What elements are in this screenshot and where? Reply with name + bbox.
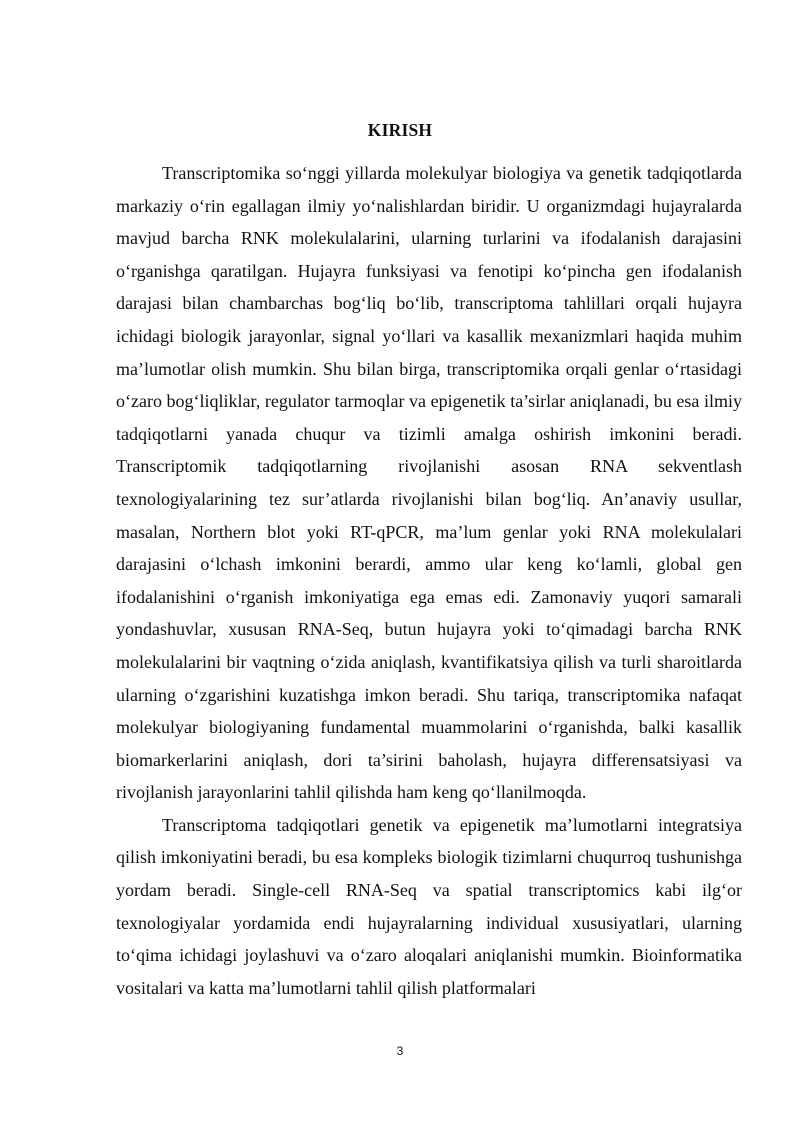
page-number: 3: [396, 1044, 404, 1058]
paragraph-2: Transcriptoma tadqiqotlari genetik va epigenetik ma’lumotlarni integratsiya qilish imkoniyatini beradi, bu esa kompleks biologik tizimlarni chuqurroq tushunishga yordam beradi. Single-cell RNA-Seq va spatial transcriptomics kabi ilg‘or texnologiyalar yordamida endi hujayralarning individual xususiyatlari, ularning to‘qima ichidagi joylashuvi va o‘zaro aloqalari aniqlanishi mumkin. Bioinformatika vositalari va katta ma’lumotlarni tahlil qilish platformalari: [116, 814, 742, 998]
paragraph-1: Transcriptomika so‘nggi yillarda molekulyar biologiya va genetik tadqiqotlarda markaziy o‘rin egallagan ilmiy yo‘nalishlardan biridir. U organizmdagi hujayralarda mavjud barcha RNK molekulalarini, ularning turlarini va ifodalanish darajasini o‘rganishga qaratilgan. Hujayra funksiyasi va fenotipi ko‘pincha gen ifodalanish darajasi bilan chambarchas bog‘liq bo‘lib, transcriptoma tahlillari orqali hujayra ichidagi biologik jarayonlar, signal yo‘llari va kasallik mexanizmlari haqida muhim ma’lumotlar olish mumkin. Shu bilan birga, transcriptomika orqali genlar o‘rtasidagi o‘zaro bog‘liqliklar, regulator tarmoqlar va epigenetik ta’sirlar aniqlanadi, bu esa ilmiy tadqiqotlarni yanada chuqur va tizimli amalga oshirish imkonini beradi. Transcriptomik tadqiqotlarning rivojlanishi asosan RNA sekventlash texnologiyalarining tez sur’atlarda rivojlanishi bilan bog‘liq. An’anaviy usullar, masalan, Northern blot yoki RT-qPCR, ma’lum genlar yoki RNA molekulalari darajasini o‘lchash imkonini berardi, ammo ular keng ko‘lamli, global gen ifodalanishini o‘rganish imkoniyatiga ega emas edi. Zamonaviy yuqori samarali yondashuvlar, xususan RNA-Seq, butun hujayra yoki to‘qimadagi barcha RNK molekulalarini bir vaqtning o‘zida aniqlash, kvantifikatsiya qilish va turli sharoitlarda ularning o‘zgarishini kuzatishga imkon beradi. Shu tariqa, transcriptomika nafaqat molekulyar biologiyaning fundamental muammolarini o‘rganishda, balki kasallik biomarkerlarini aniqlash, dori ta’sirini baholash, hujayra differensatsiyasi va rivojlanish jarayonlarini tahlil qilishda ham keng qo‘llanilmoqda.: [116, 163, 742, 803]
body-text: [116, 157, 742, 1004]
section-heading: KIRISH: [367, 120, 433, 140]
